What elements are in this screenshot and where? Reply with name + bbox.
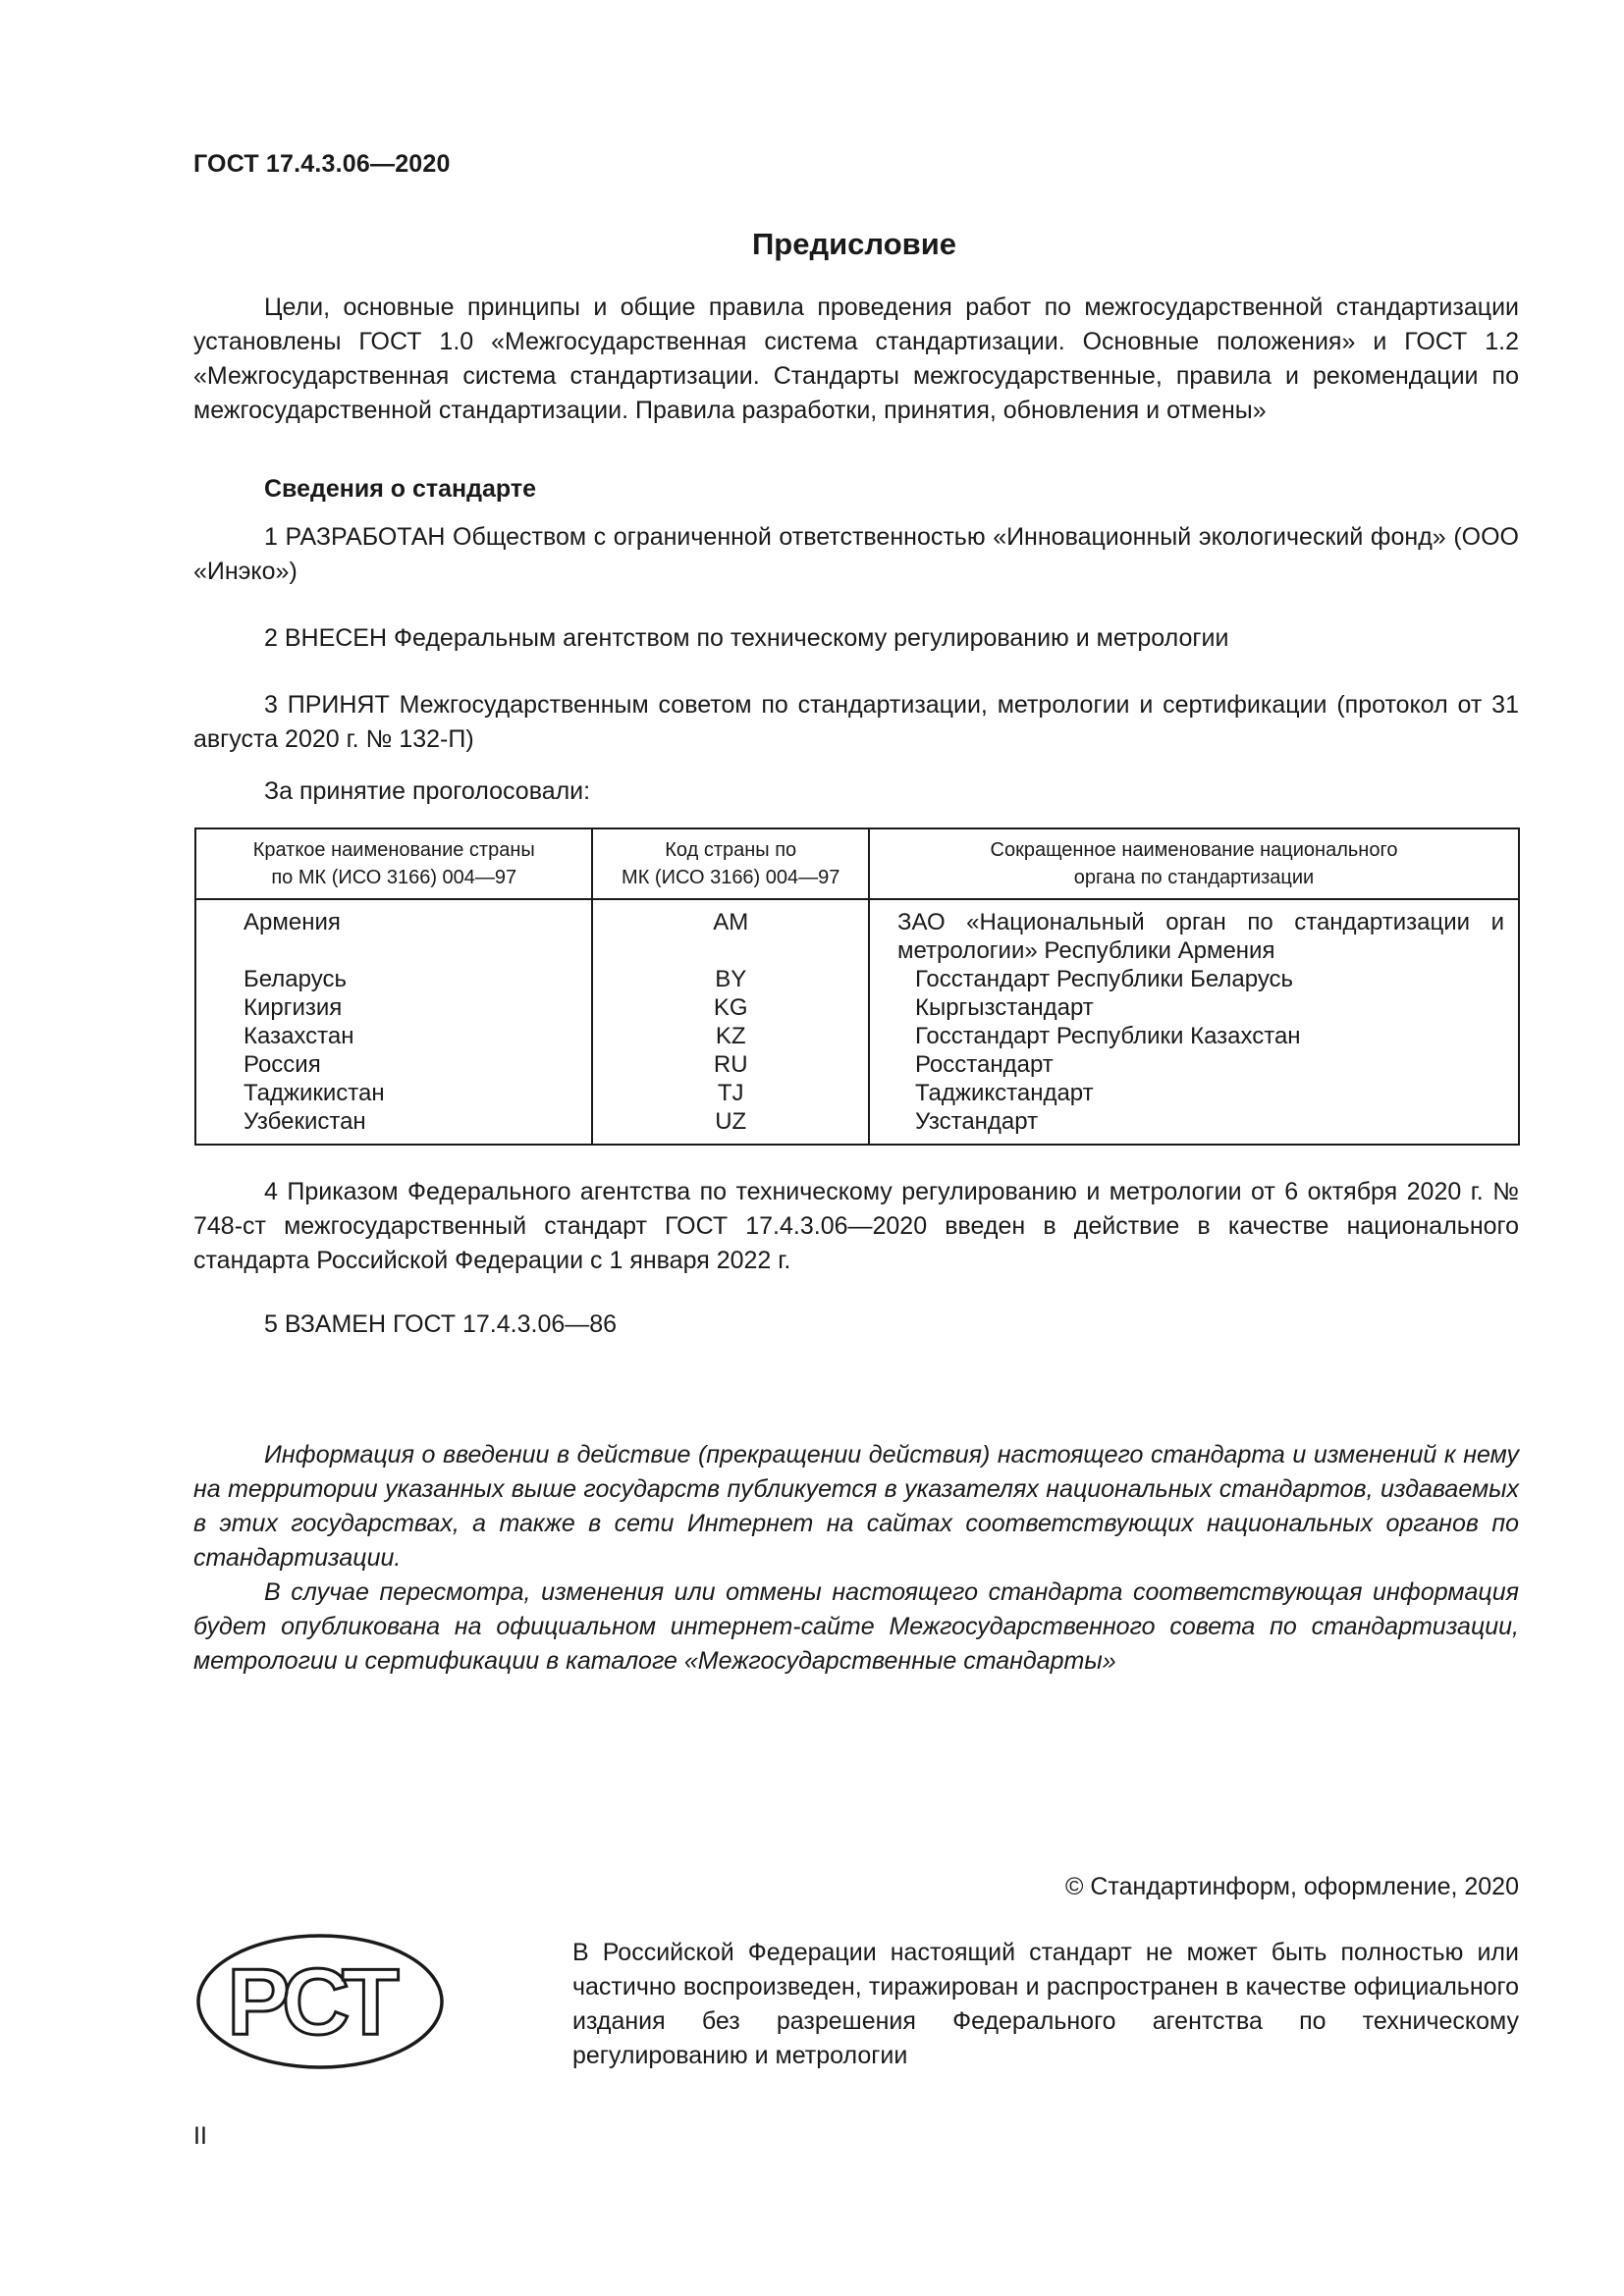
cell-country: Армения [195, 899, 592, 965]
cell-country: Узбекистан [195, 1107, 592, 1145]
table-row [195, 1107, 1519, 1145]
header-organ [869, 828, 1519, 899]
header-country-line2: по МК (ИСО 3166) 004—97 [271, 867, 517, 888]
header-organ-line1: Сокращенное наименование национального [990, 839, 1398, 861]
cell-organ: Узстандарт [869, 1107, 1519, 1145]
header-code-line1: Код страны по [665, 839, 797, 861]
cell-country: Казахстан [195, 1022, 592, 1050]
header-organ-line2: органа по стандартизации [1073, 867, 1315, 888]
info-note-publication: Информация о введении в действие (прекращении действия) настоящего стандарта и изменений к нему на территории указанных выше государств публикуется в указателях национальных стандартов, издаваемых в этих государствах, а также в сети Интернет на сайтах соответствующих национальных органов по стандартизации. [193, 1441, 1519, 1572]
copyright-line: © Стандартинформ, оформление, 2020 [1065, 1873, 1519, 1900]
item-enacted: 4 Приказом Федерального агентства по техническому регулированию и метрологии от 6 октября 2020 г. № 748-ст межгосударственный стандарт ГОСТ 17.4.3.06—2020 введен в действие в качестве национального стандарта Российской Федерации с 1 января 2022 г. [193, 1178, 1519, 1274]
voting-countries-table [194, 828, 1520, 1146]
cell-code: KG [592, 993, 868, 1022]
cell-country: Таджикистан [195, 1079, 592, 1107]
cell-code: KZ [592, 1022, 868, 1050]
cell-code: TJ [592, 1079, 868, 1107]
info-note-revision: В случае пересмотра, изменения или отмены настоящего стандарта соответствующая информация будет опубликована на официальном интернет-сайте Межгосударственного совета по стандартизации, метрологии и сертификации в каталоге «Межгосударственные стандарты» [193, 1578, 1519, 1675]
item-developed: 1 РАЗРАБОТАН Обществом с ограниченной ответственностью «Инновационный экологический фонд» (ООО «Инэко») [193, 523, 1519, 585]
table-header-row [195, 828, 1519, 899]
document-number: ГОСТ 17.4.3.06—2020 [193, 150, 451, 178]
item-replaces: 5 ВЗАМЕН ГОСТ 17.4.3.06—86 [264, 1310, 618, 1338]
table-row [195, 899, 1519, 965]
cell-code: AM [592, 899, 868, 965]
header-code [592, 828, 868, 899]
intro-paragraph: Цели, основные принципы и общие правила проведения работ по межгосударственной стандартизации установлены ГОСТ 1.0 «Межгосударственная система стандартизации. Основные положения» и ГОСТ 1.2 «Межгосударственная система стандартизации. Стандарты межгосударственные, правила и рекомендации по межгосударственной стандартизации. Правила разработки, принятия, обновления и отмены» [193, 294, 1519, 424]
cell-organ: Кыргызстандарт [869, 993, 1519, 1022]
cell-organ: ЗАО «Национальный орган по стандартизации и метрологии» Республики Армения [869, 899, 1519, 965]
info-heading: Сведения о стандарте [264, 475, 537, 503]
cell-code: RU [592, 1050, 868, 1079]
page-title: Предисловие [751, 227, 956, 261]
cell-country: Киргизия [195, 993, 592, 1022]
cell-country: Беларусь [195, 965, 592, 993]
cell-code: BY [592, 965, 868, 993]
cell-country: Россия [195, 1050, 592, 1079]
cell-organ: Росстандарт [869, 1050, 1519, 1079]
rst-certification-mark-icon [194, 1932, 446, 2076]
cell-organ: Госстандарт Республики Беларусь [869, 965, 1519, 993]
header-country-line1: Краткое наименование страны [252, 839, 535, 861]
cell-code: UZ [592, 1107, 868, 1145]
cell-organ: Госстандарт Республики Казахстан [869, 1022, 1519, 1050]
page-number: II [193, 2122, 207, 2150]
copyright-notice: В Российской Федерации настоящий стандарт не может быть полностью или частично воспроизведен, тиражирован и распространен в качестве официального издания без разрешения Федерального агентства по техническому регулированию и метрологии [572, 1939, 1519, 2069]
table-row [195, 1050, 1519, 1079]
cell-organ: Таджикстандарт [869, 1079, 1519, 1107]
table-row [195, 1022, 1519, 1050]
table-row [195, 993, 1519, 1022]
logo-text: РСТ [227, 1949, 394, 2055]
table-row [195, 1079, 1519, 1107]
header-country [195, 828, 592, 899]
header-code-line2: МК (ИСО 3166) 004—97 [622, 867, 840, 888]
voted-label: За принятие проголосовали: [264, 777, 591, 805]
item-adopted: 3 ПРИНЯТ Межгосударственным советом по стандартизации, метрологии и сертификации (протокол от 31 августа 2020 г. № 132-П) [193, 691, 1519, 753]
item-submitted: 2 ВНЕСЕН Федеральным агентством по техническому регулированию и метрологии [264, 624, 1229, 652]
table-row [195, 965, 1519, 993]
